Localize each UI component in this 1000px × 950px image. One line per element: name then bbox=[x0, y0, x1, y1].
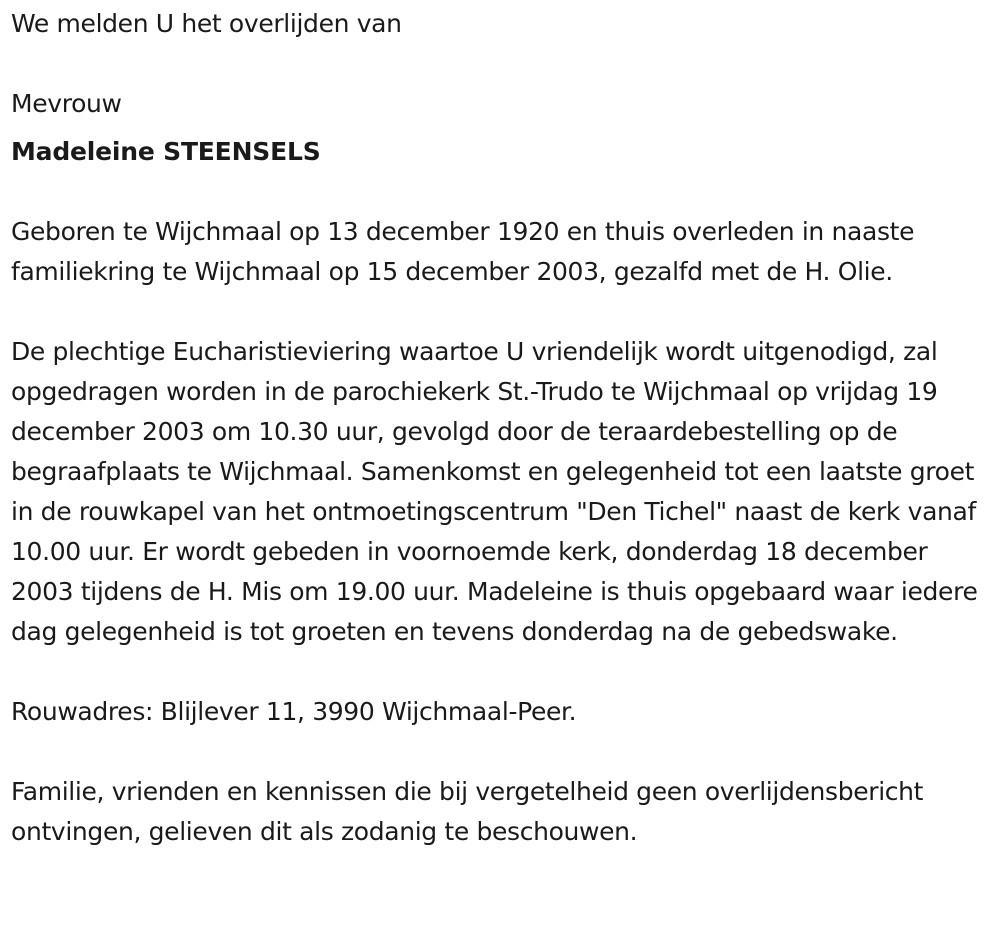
deceased-name: Madeleine STEENSELS bbox=[11, 137, 321, 166]
spacer bbox=[11, 44, 996, 84]
obituary-document bbox=[11, 4, 996, 852]
salutation: Mevrouw bbox=[11, 89, 122, 118]
spacer bbox=[11, 732, 996, 772]
intro-line: We melden U het overlijden van bbox=[11, 9, 402, 38]
birth-death-paragraph: Geboren te Wijchmaal op 13 december 1920 en thuis overleden in naaste familiekring te Wijchmaal op 15 december 2003, gezalfd met de H. Olie. bbox=[11, 217, 915, 286]
spacer bbox=[11, 172, 996, 212]
spacer bbox=[11, 652, 996, 692]
closing-paragraph: Familie, vrienden en kennissen die bij vergetelheid geen overlijdensbericht ontvingen, gelieven dit als zodanig te beschouwen. bbox=[11, 777, 924, 846]
mourning-address: Rouwadres: Blijlever 11, 3990 Wijchmaal-Peer. bbox=[11, 697, 577, 726]
ceremony-paragraph: De plechtige Eucharistieviering waartoe U vriendelijk wordt uitgenodigd, zal opgedragen worden in de parochiekerk St.-Trudo te Wijchmaal op vrijdag 19 december 2003 om 10.30 uur, gevolgd door de teraardebestelling op de begraafplaats te Wijchmaal. Samenkomst en gelegenheid tot een laatste groet in de rouwkapel van het ontmoetingscentrum "Den Tichel" naast de kerk vanaf 10.00 uur. Er wordt gebeden in voornoemde kerk, donderdag 18 december 2003 tijdens de H. Mis om 19.00 uur. Madeleine is thuis opgebaard waar iedere dag gelegenheid is tot groeten en tevens donderdag na de gebedswake. bbox=[11, 337, 978, 646]
spacer bbox=[11, 292, 996, 332]
